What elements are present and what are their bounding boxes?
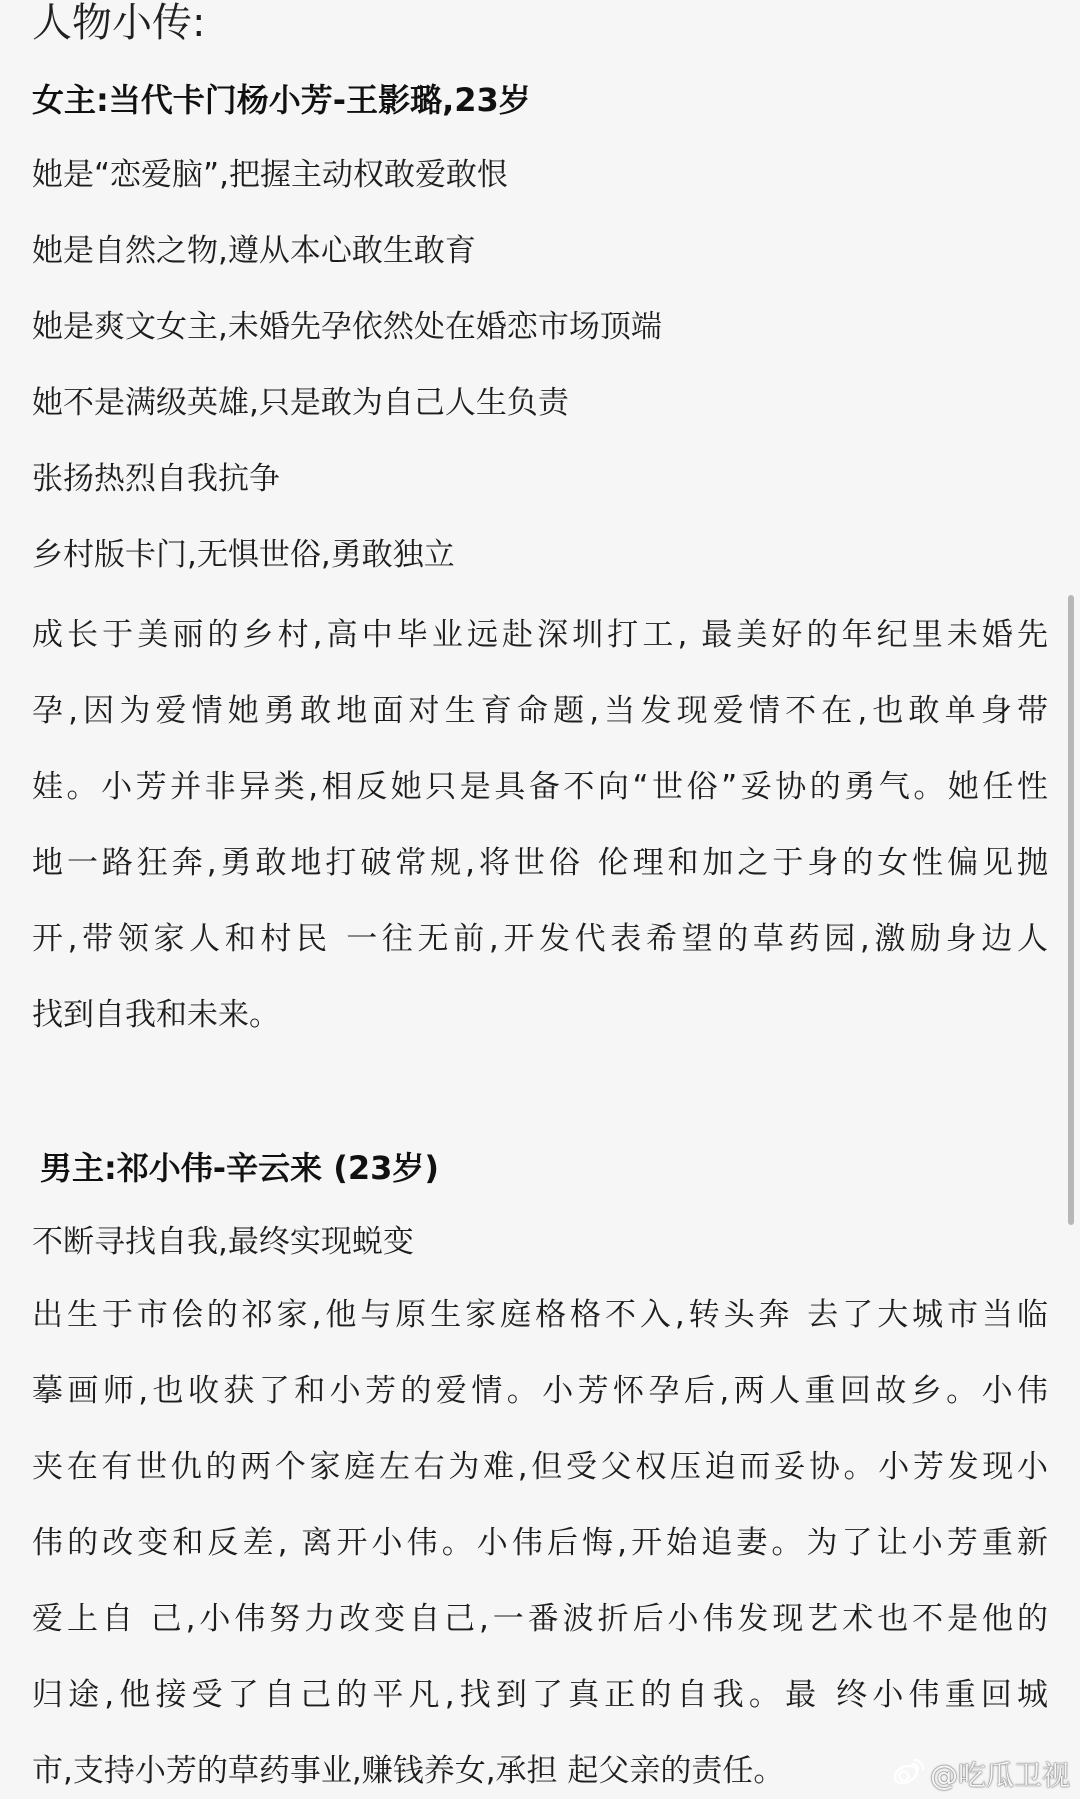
paragraph-line: 摹画师,也收获了和小芳的爱情。小芳怀孕后,两人重回故乡。小伟 [32, 1373, 1048, 1409]
paragraph-line: 归途,他接受了自己的平凡,找到了真正的自我。最 终小伟重回城 [32, 1677, 1048, 1713]
female-trait-line: 她是自然之物,遵从本心敢生敢育 [32, 233, 476, 269]
page-title: 人物小传: [32, 0, 206, 46]
paragraph-line: 地一路狂奔,勇敢地打破常规,将世俗 伦理和加之于身的女性偏见抛 [32, 845, 1048, 881]
paragraph-line: 孕,因为爱情她勇敢地面对生育命题,当发现爱情不在,也敢单身带 [32, 693, 1048, 729]
paragraph-line: 成长于美丽的乡村,高中毕业远赴深圳打工, 最美好的年纪里未婚先 [32, 617, 1048, 653]
watermark-text: @吃瓜卫视 [929, 1759, 1070, 1792]
female-trait-line: 她是“恋爱脑”,把握主动权敢爱敢恨 [32, 157, 508, 193]
paragraph-line: 开,带领家人和村民 一往无前,开发代表希望的草药园,激励身边人 [32, 921, 1048, 957]
male-tagline: 不断寻找自我,最终实现蜕变 [32, 1224, 414, 1260]
watermark [888, 1752, 1070, 1796]
paragraph-line: 伟的改变和反差, 离开小伟。小伟后悔,开始追妻。为了让小芳重新 [32, 1525, 1048, 1561]
weibo-icon [888, 1759, 924, 1789]
female-trait-line: 乡村版卡门,无惧世俗,勇敢独立 [32, 537, 455, 573]
female-trait-line: 张扬热烈自我抗争 [32, 461, 280, 497]
female-biography-paragraph [32, 597, 1048, 1053]
male-biography-paragraph [32, 1277, 1048, 1799]
female-trait-line: 她是爽文女主,未婚先孕依然处在婚恋市场顶端 [32, 309, 662, 345]
paragraph-line: 找到自我和未来。 [32, 997, 280, 1033]
paragraph-line: 爱上自 己,小伟努力改变自己,一番波折后小伟发现艺术也不是他的 [32, 1601, 1048, 1637]
paragraph-line: 夹在有世仇的两个家庭左右为难,但受父权压迫而妥协。小芳发现小 [32, 1449, 1048, 1485]
male-lead-heading: 男主:祁小伟-辛云来 (23岁) [40, 1149, 440, 1187]
vertical-scrollbar[interactable] [1068, 595, 1074, 1225]
paragraph-line: 市,支持小芳的草药事业,赚钱养女,承担 起父亲的责任。 [32, 1753, 785, 1789]
paragraph-line: 出生于市侩的祁家,他与原生家庭格格不入,转头奔 去了大城市当临 [32, 1297, 1048, 1333]
female-lead-heading: 女主:当代卡门杨小芳-王影璐,23岁 [32, 81, 531, 119]
paragraph-line: 娃。小芳并非异类,相反她只是具备不向“世俗”妥协的勇气。她任性 [32, 769, 1048, 805]
female-trait-line: 她不是满级英雄,只是敢为自己人生负责 [32, 385, 569, 421]
